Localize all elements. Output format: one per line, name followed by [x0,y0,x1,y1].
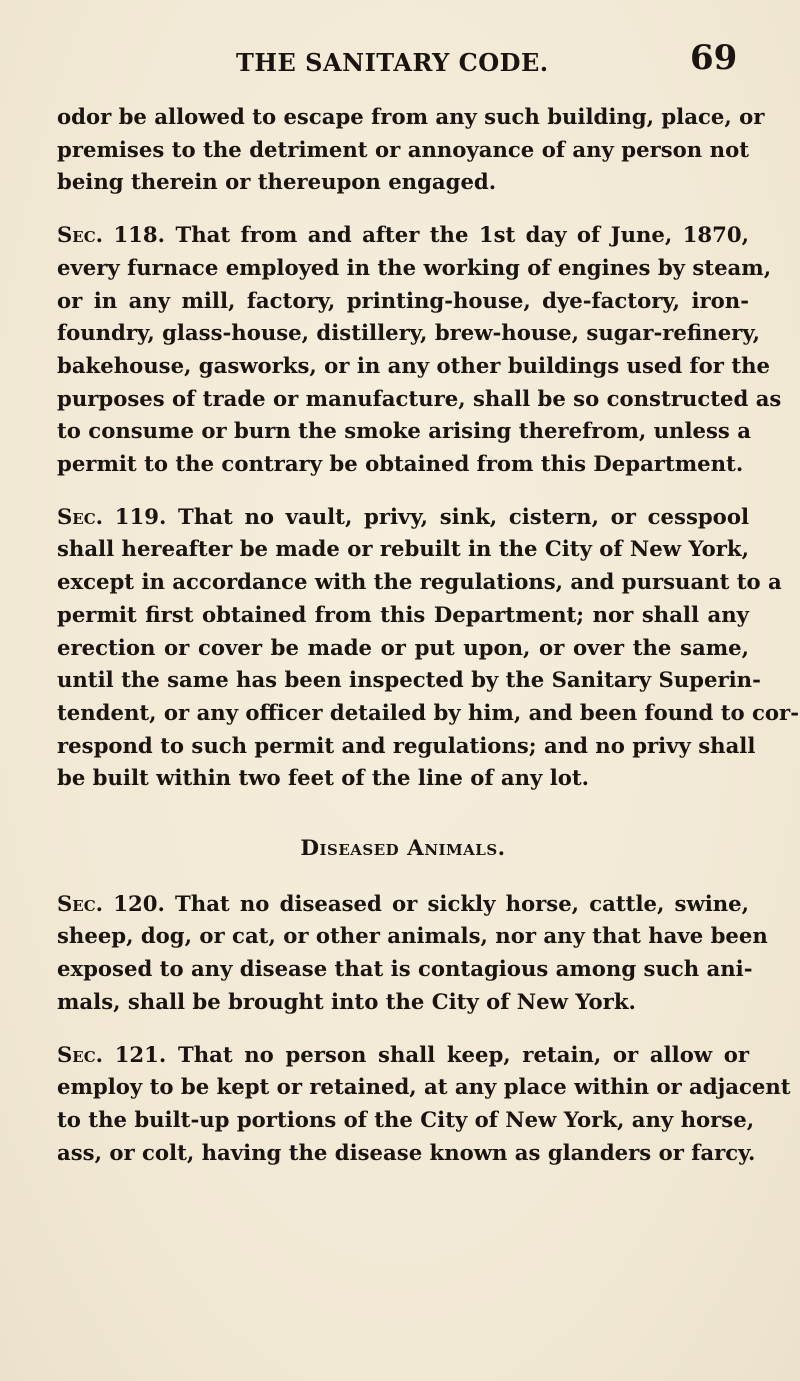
running-head: THE SANITARY CODE. [236,48,549,77]
text-span: That from and after the 1st day of June, 1870, [165,222,749,248]
section-119 [57,501,800,795]
text-line: to consume or burn the smoke arising therefrom, unless a [57,418,751,444]
text-line: purposes of trade or manufacture, shall be so constructed as [57,385,782,411]
text-line: or in any mill, factory, printing-house, dye-factory, iron- [57,287,749,313]
section-label: Sec. 120. [57,890,165,916]
text-line [57,888,749,921]
text-span: That no diseased or sickly horse, cattle, swine, [164,890,749,916]
text-span: That no person shall keep, retain, or allow or [166,1041,749,1067]
text-line: except in accordance with the regulations, and pursuant to a [57,569,782,595]
section-label: Sec. 121. [57,1041,167,1067]
text-line: shall hereafter be made or rebuilt in the City of New York, [57,536,749,562]
text-line: premises to the detriment or annoyance of any person not [57,136,749,162]
section-121 [57,1039,791,1170]
text-line: sheep, dog, or cat, or other animals, nor any that have been [57,923,768,949]
text-line: permit to the contrary be obtained from this Department. [57,451,744,477]
text-line [57,219,749,252]
text-line: permit first obtained from this Department; nor shall any [57,601,749,627]
text-line: being therein or thereupon engaged. [57,169,497,195]
body-text [57,101,800,1189]
text-line: mals, shall be brought into the City of New York. [57,988,636,1014]
text-span: That no vault, privy, sink, cistern, or cesspool [166,503,749,529]
text-line: exposed to any disease that is contagious among such ani- [57,956,753,982]
section-120 [57,888,768,1019]
text-line: erection or cover be made or put upon, or over the same, [57,634,749,660]
section-118 [57,219,782,481]
section-heading-diseased-animals: Diseased Animals. [300,836,506,862]
text-line: to the built-up portions of the City of New York, any horse, [57,1106,755,1132]
text-line: every furnace employed in the working of engines by steam, [57,254,772,280]
text-line: tendent, or any officer detailed by him, and been found to cor- [57,699,800,725]
text-line: ass, or colt, having the disease known as glanders or farcy. [57,1139,756,1165]
text-line: foundry, glass-house, distillery, brew-house, sugar-refinery, [57,320,760,346]
text-line: bakehouse, gasworks, or in any other buildings used for the [57,352,770,378]
text-line [57,1039,749,1072]
text-line: employ to be kept or retained, at any place within or adjacent [57,1074,791,1100]
paragraph-intro [57,101,765,199]
section-label: Sec. 119. [57,503,167,529]
text-line: until the same has been inspected by the Sanitary Superin- [57,667,761,693]
text-line: odor be allowed to escape from any such building, place, or [57,104,765,129]
section-label: Sec. 118. [57,222,166,248]
text-line: respond to such permit and regulations; and no privy shall [57,732,756,758]
text-line: be built within two feet of the line of any lot. [57,765,590,791]
text-line [57,501,749,534]
page-number: 69 [690,38,738,78]
page-header [0,38,800,84]
